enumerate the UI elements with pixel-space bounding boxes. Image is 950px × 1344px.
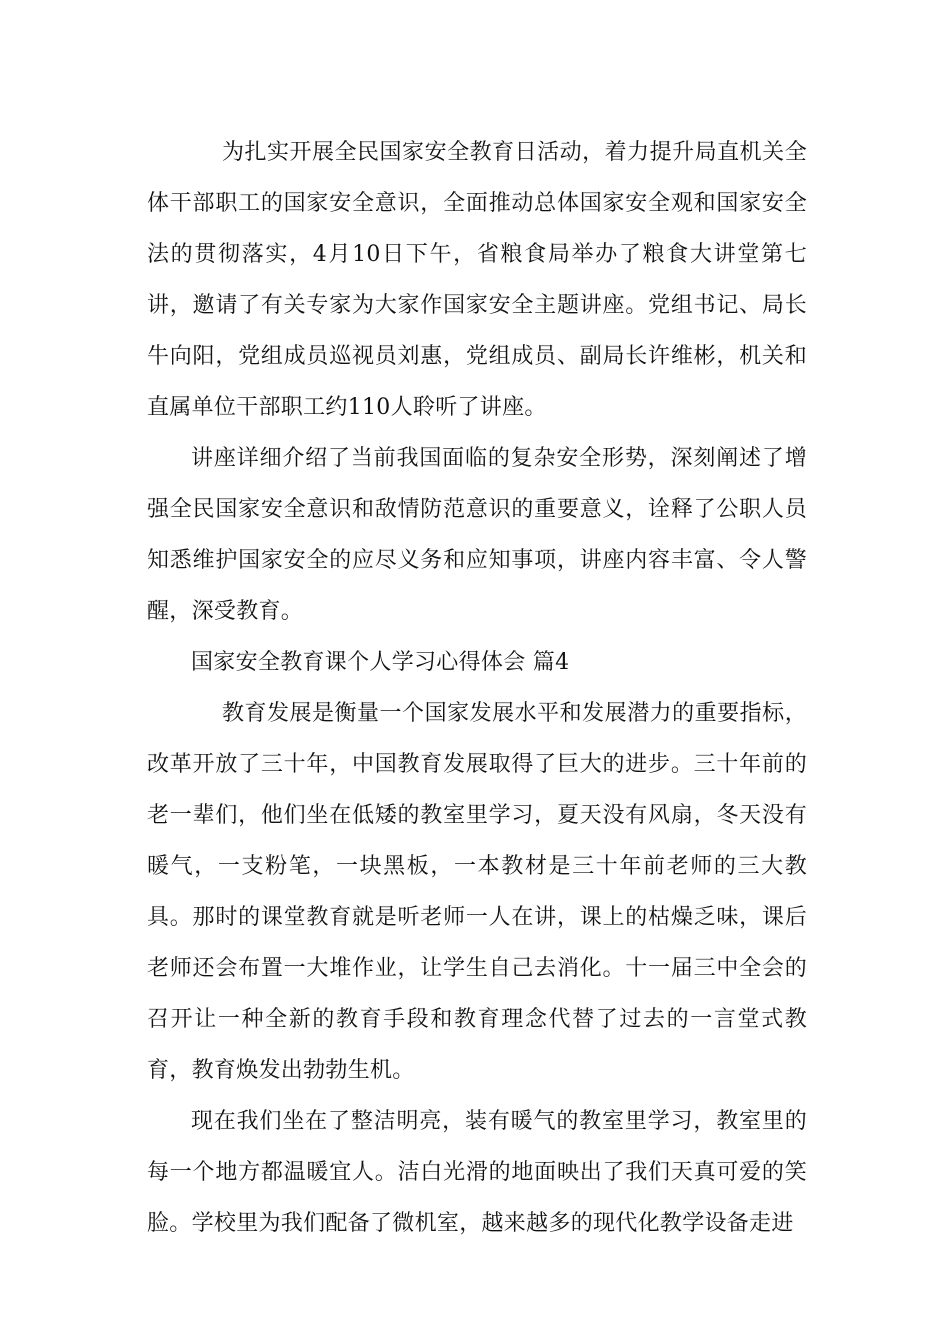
document-body (147, 127, 807, 1249)
paragraph-classroom-today: 现在我们坐在了整洁明亮，装有暖气的教室里学习，教室里的每一个地方都温暖宜人。洁白光滑的地面映出了我们天真可爱的笑脸。学校里为我们配备了微机室，越来越多的现代化教学设备走进 (147, 1109, 807, 1236)
paragraph-lecture-event: 为扎实开展全民国家安全教育日活动，着力提升局直机关全体干部职工的国家安全意识，全面推动总体国家安全观和国家安全法的贯彻落实，4月10日下午，省粮食局举办了粮食大讲堂第七讲，邀请了有关专家为大家作国家安全主题讲座。党组书记、局长牛向阳，党组成员巡视员刘惠，党组成员、副局长许维彬，机关和直属单位干部职工约110人聆听了讲座。 (147, 140, 807, 420)
section-heading: 国家安全教育课个人学习心得体会 篇4 (191, 650, 570, 675)
paragraph-lecture-content: 讲座详细介绍了当前我国面临的复杂安全形势，深刻阐述了增强全民国家安全意识和敌情防范意识的重要意义，诠释了公职人员知悉维护国家安全的应尽义务和应知事项，讲座内容丰富、令人警醒，深受教育。 (147, 446, 807, 624)
paragraph-education-development: 教育发展是衡量一个国家发展水平和发展潜力的重要指标，改革开放了三十年，中国教育发展取得了巨大的进步。三十年前的老一辈们，他们坐在低矮的教室里学习，夏天没有风扇，冬天没有暖气，一支粉笔，一块黑板，一本教材是三十年前老师的三大教具。那时的课堂教育就是听老师一人在讲，课上的枯燥乏味，课后老师还会布置一大堆作业，让学生自己去消化。十一届三中全会的召开让一种全新的教育手段和教育理念代替了过去的一言堂式教育，教育焕发出勃勃生机。 (147, 701, 807, 1083)
